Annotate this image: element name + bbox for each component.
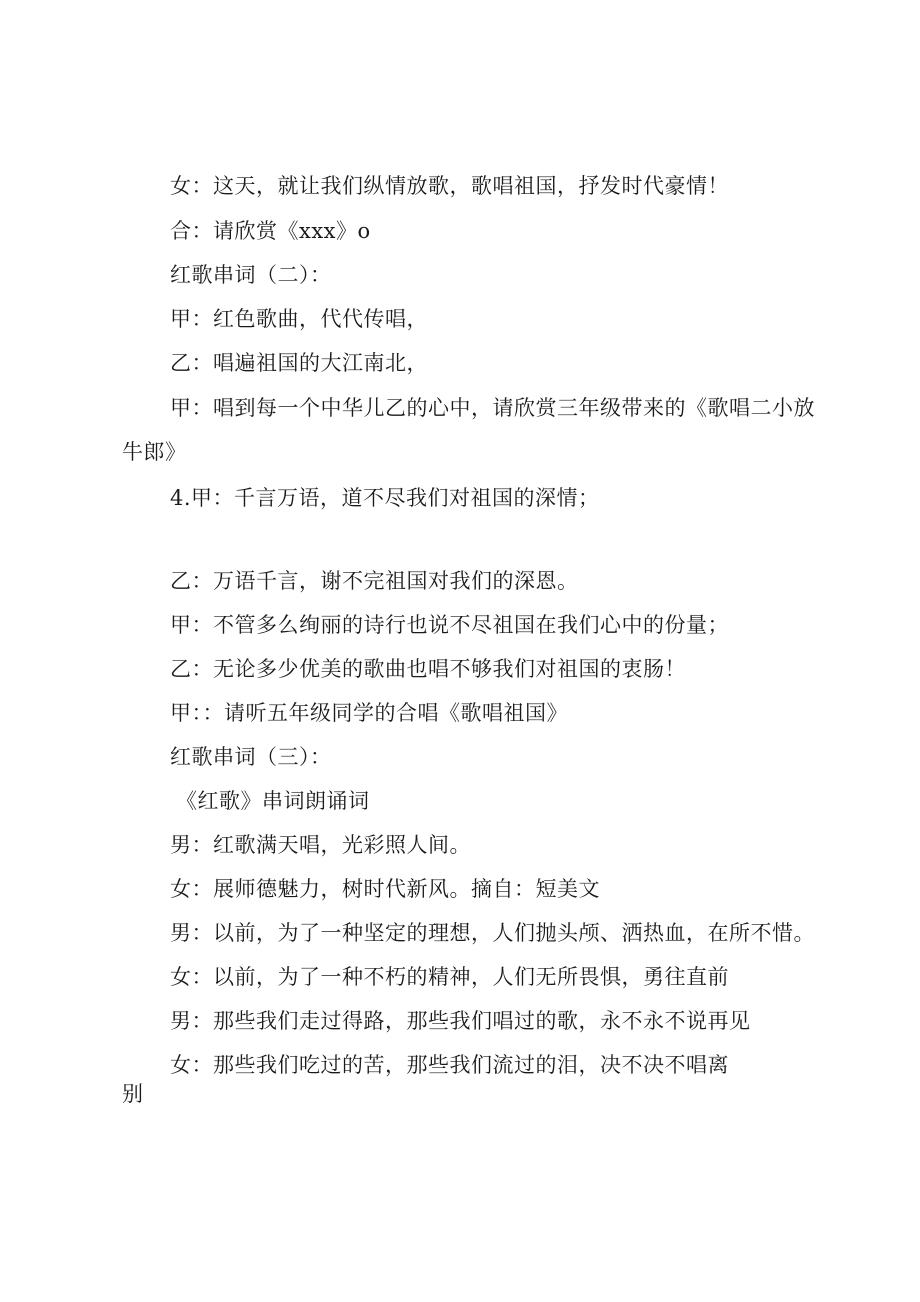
text-line: 女：那些我们吃过的苦，那些我们流过的泪，决不决不唱离 xyxy=(170,1053,729,1077)
text-line: 男：以前，为了一种坚定的理想，人们抛头颅、洒热血，在所不惜。 xyxy=(170,921,815,945)
text-line: 乙：唱遍祖国的大江南北， xyxy=(170,351,428,375)
text-line: 4.甲：千言万语，道不尽我们对祖国的深情； xyxy=(170,486,600,510)
text-line: 男：那些我们走过得路，那些我们唱过的歌，永不永不说再见 xyxy=(170,1009,751,1033)
text-line: 甲：不管多么绚丽的诗行也说不尽祖国在我们心中的份量； xyxy=(170,613,729,637)
text-line: 甲：唱到每一个中华儿乙的心中，请欣赏三年级带来的《歌唱二小放 xyxy=(170,396,815,420)
text-line: 甲：红色歌曲，代代传唱， xyxy=(170,307,428,331)
section-heading: 红歌串词（三）： xyxy=(170,745,332,769)
text-line: 合：请欣赏《xxx》o xyxy=(170,219,371,243)
text-line: 红歌串词（二）： xyxy=(170,263,332,287)
text-line: 女：以前，为了一种不朽的精神，人们无所畏惧，勇往直前 xyxy=(170,965,729,989)
text-line: 乙：万语千言，谢不完祖国对我们的深恩。 xyxy=(170,569,579,593)
text-line: 甲：：请听五年级同学的合唱《歌唱祖国》 xyxy=(170,701,568,725)
text-line: 乙：无论多少优美的歌曲也唱不够我们对祖国的衷肠！ xyxy=(170,657,686,681)
text-line-continuation: 别 xyxy=(122,1082,144,1106)
text-line-continuation: 牛郎》 xyxy=(122,440,187,464)
text-line: 男：红歌满天唱，光彩照人间。 xyxy=(170,833,471,857)
subtitle: 《红歌》串词朗诵词 xyxy=(176,789,370,813)
text-line: 女：这天，就让我们纵情放歌，歌唱祖国，抒发时代豪情！ xyxy=(170,174,729,198)
text-line: 女：展师德魅力，树时代新风。摘自：短美文 xyxy=(170,877,600,901)
